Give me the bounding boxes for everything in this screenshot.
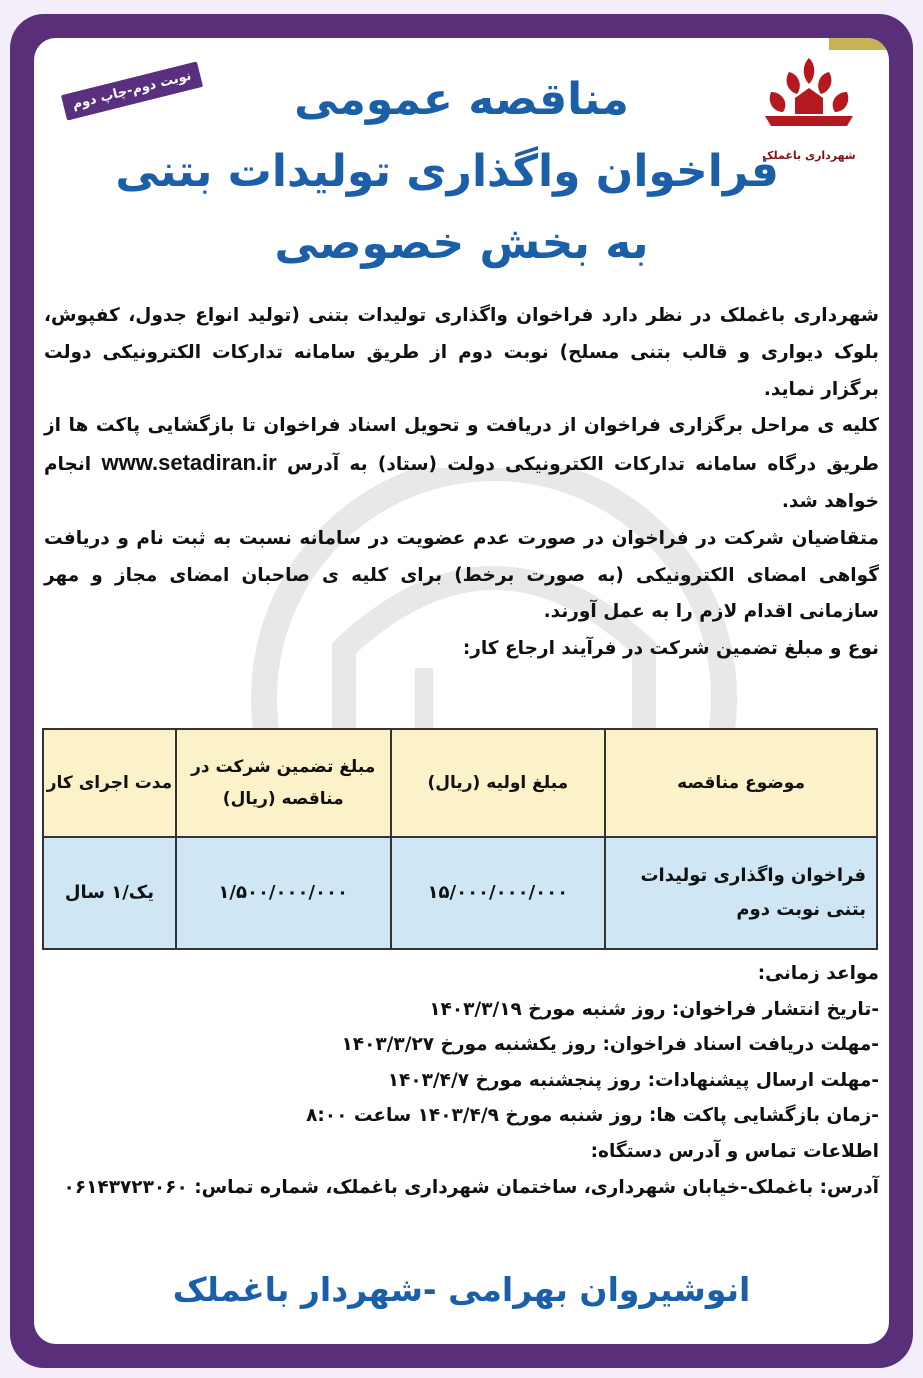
schedule-section	[44, 956, 879, 1205]
table-row	[43, 837, 877, 949]
header-guarantee-amount: مبلغ تضمین شرکت در مناقصه (ریال)	[176, 729, 391, 837]
notice-body	[44, 298, 879, 668]
website-link[interactable]: www.setadiran.ir	[101, 450, 277, 476]
cell-subject: فراخوان واگذاری تولیدات بتنی نوبت دوم	[605, 837, 877, 949]
corner-decoration	[829, 38, 889, 50]
paragraph-guarantee: نوع و مبلغ تضمین شرکت در فرآیند ارجاع کار:	[462, 638, 879, 660]
page-title: مناقصه عمومی	[294, 74, 629, 125]
logo-emblem-icon	[751, 52, 867, 144]
table-header-row	[43, 729, 877, 837]
cell-initial-amount: ۱۵/۰۰۰/۰۰۰/۰۰۰	[391, 837, 606, 949]
signature-line: انوشیروان بهرامی -شهردار باغملک	[172, 1270, 751, 1309]
process-text-end: انجام خواهد شد.	[44, 454, 879, 512]
tender-table	[42, 728, 878, 950]
schedule-item: -زمان بازگشایی پاکت ها: روز شنبه مورخ ۱۴۰۳/۴/۹ ساعت ۸:۰۰	[306, 1105, 879, 1127]
contact-address: آدرس: باغملک-خیابان شهرداری، ساختمان شهرداری باغملک، شماره تماس: ۰۶۱۴۳۷۲۳۰۶۰	[63, 1176, 879, 1198]
logo-label: شهرداری باغملک	[762, 149, 856, 162]
cell-duration: یک/۱ سال	[43, 837, 176, 949]
edition-badge: نوبت دوم-چاپ دوم	[61, 61, 203, 120]
paragraph-registration: متقاضیان شرکت در فراخوان در صورت عدم عضویت در سامانه نسبت به ثبت نام و دریافت گواهی امضای الکترونیکی (به صورت برخط) برای کلیه ی صاحبان امضای مجاز و مهر سازمانی اقدام لازم را به عمل آورند.	[44, 527, 879, 623]
contact-heading: اطلاعات تماس و آدرس دستگاه:	[590, 1140, 879, 1162]
cell-guarantee-amount: ۱/۵۰۰/۰۰۰/۰۰۰	[176, 837, 391, 949]
schedule-item: -تاریخ انتشار فراخوان: روز شنبه مورخ ۱۴۰۳/۳/۱۹	[429, 998, 879, 1020]
header-subject: موضوع مناقصه	[605, 729, 877, 837]
paragraph-process	[44, 408, 879, 520]
process-text: کلیه ی مراحل برگزاری فراخوان از دریافت و تحویل اسناد فراخوان تا بازگشایی پاکت ها از طریق درگاه سامانه تدارکات الکترونیکی دولت (ستاد) به آدرس	[44, 415, 879, 476]
header-duration: مدت اجرای کار	[43, 729, 176, 837]
paragraph-intro: شهرداری باغملک در نظر دارد فراخوان واگذاری تولیدات بتنی (تولید انواع جدول، کفپوش، بلوک دیواری و قالب بتنی مسلح) نوبت دوم از طریق سامانه تدارکات الکترونیکی دولت برگزار نماید.	[44, 305, 879, 400]
page-frame	[10, 14, 913, 1368]
subtitle-line-1: فراخوان واگذاری تولیدات بتنی	[115, 146, 779, 197]
schedule-heading: مواعد زمانی:	[757, 963, 879, 984]
header-initial-amount: مبلغ اولیه (ریال)	[391, 729, 606, 837]
schedule-item: -مهلت دریافت اسناد فراخوان: روز یکشنبه مورخ ۱۴۰۳/۳/۲۷	[341, 1034, 879, 1056]
subtitle-line-2: به بخش خصوصی	[274, 218, 649, 269]
schedule-item: -مهلت ارسال پیشنهادات: روز پنجشنبه مورخ ۱۴۰۳/۴/۷	[387, 1069, 879, 1091]
notice-panel	[34, 38, 889, 1344]
